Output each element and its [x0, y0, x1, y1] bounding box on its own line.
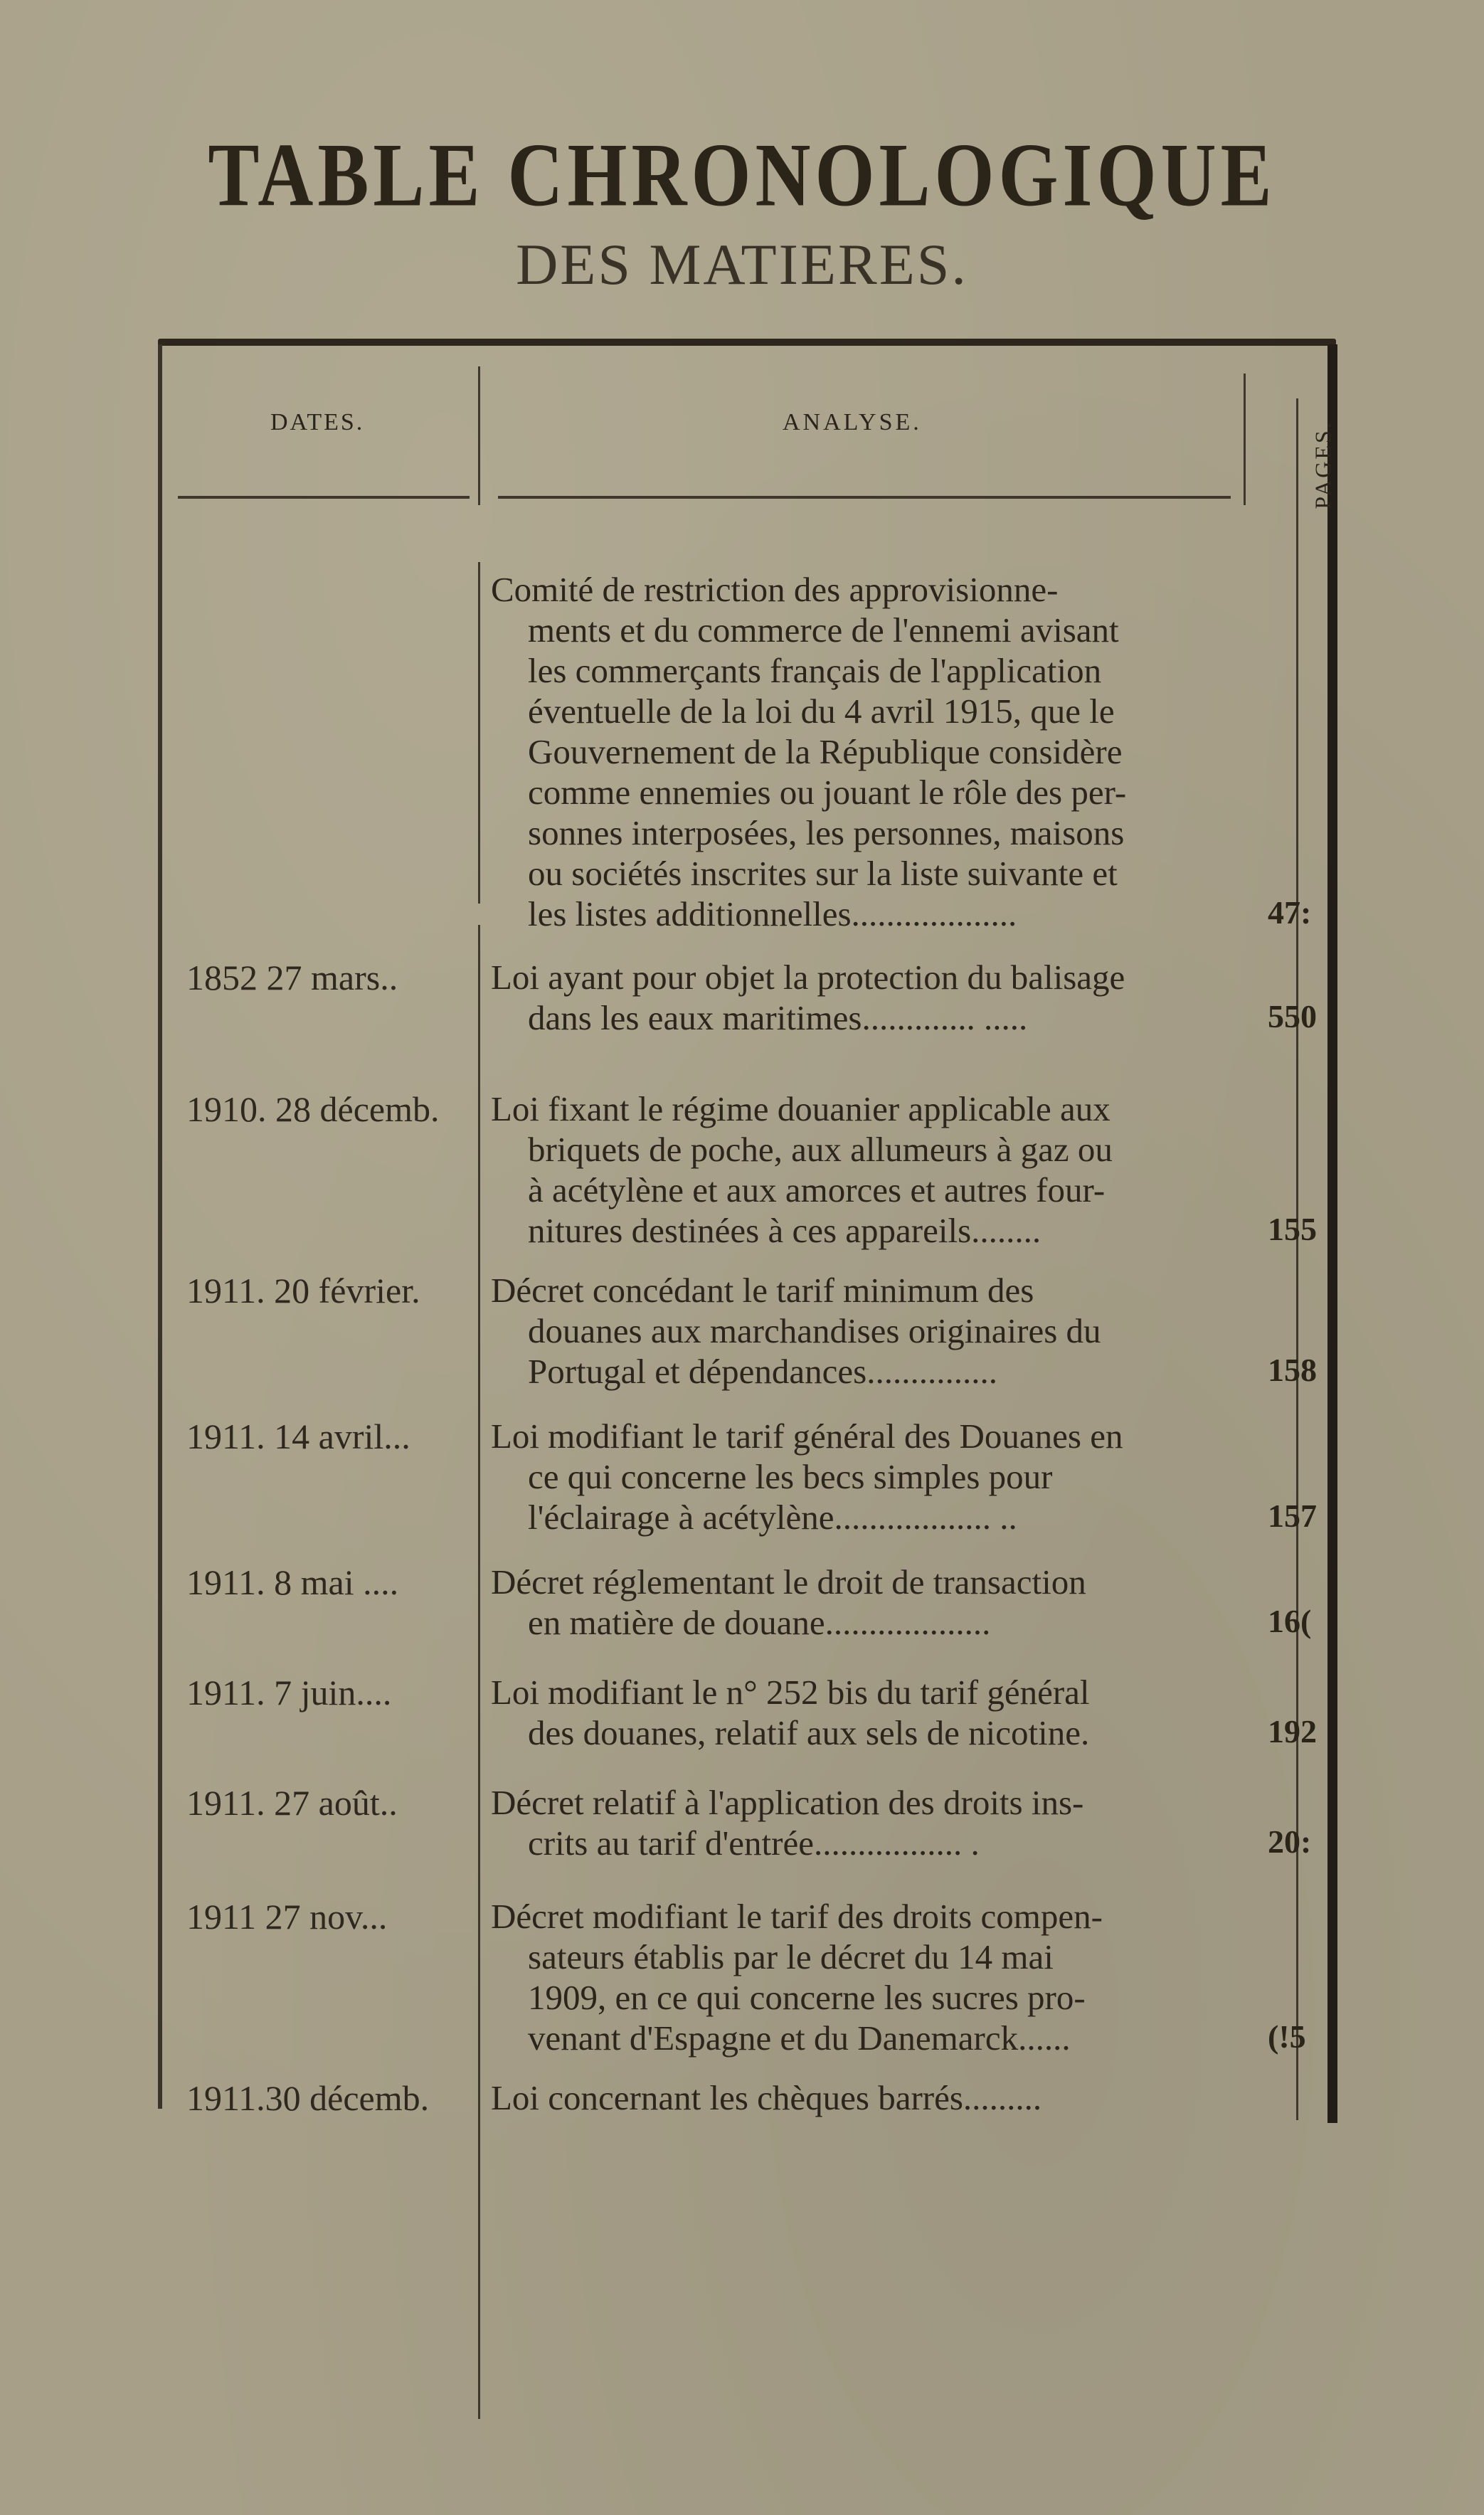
analysis-line: venant d'Espagne et du Danemarck......	[528, 2018, 1071, 2058]
frame-left-border	[158, 344, 162, 2109]
analysis-line: en matière de douane...................	[528, 1603, 991, 1642]
entry-analysis	[491, 2077, 1238, 2118]
analysis-line: Loi modifiant le tarif général des Douanes en	[491, 1417, 1123, 1456]
analysis-line: Décret concédant le tarif minimum des	[491, 1271, 1034, 1310]
analysis-line: l'éclairage à acétylène.................. ..	[528, 1498, 1017, 1537]
entry-page: 16(	[1268, 1603, 1312, 1639]
column-divider	[478, 366, 480, 505]
entry-page: 550	[1268, 998, 1317, 1034]
column-header-dates: DATES.	[270, 409, 365, 435]
entry-analysis	[491, 1672, 1238, 1753]
entry-page: 158	[1268, 1352, 1317, 1388]
entry-analysis	[491, 1416, 1238, 1537]
analysis-line: Portugal et dépendances...............	[528, 1352, 997, 1391]
analysis-line: Loi concernant les chèques barrés.........	[491, 2078, 1042, 2117]
analysis-line: Décret réglementant le droit de transaction	[491, 1562, 1086, 1601]
analysis-line: ou sociétés inscrites sur la liste suivante et	[528, 854, 1118, 893]
entry-date: 1910. 28 décemb.	[186, 1089, 440, 1129]
entry-page: (!5	[1268, 2018, 1306, 2055]
entry-analysis	[491, 1896, 1238, 2058]
analysis-line: Loi fixant le régime douanier applicable aux	[491, 1089, 1111, 1128]
entry-analysis	[491, 1270, 1238, 1392]
analysis-line: ce qui concerne les becs simples pour	[528, 1457, 1053, 1496]
entry-analysis	[491, 1562, 1238, 1643]
analysis-line: Loi modifiant le n° 252 bis du tarif général	[491, 1673, 1090, 1712]
column-divider	[478, 562, 480, 904]
entry-date: 1911. 27 août..	[186, 1783, 398, 1823]
header-rule-dates	[178, 496, 470, 499]
column-divider	[1244, 374, 1246, 505]
analysis-line: à acétylène et aux amorces et autres four-	[528, 1170, 1106, 1209]
analysis-line: sateurs établis par le décret du 14 mai	[528, 1937, 1054, 1976]
header-rule-analyse	[498, 496, 1231, 499]
entry-date: 1911. 20 février.	[186, 1271, 420, 1311]
entry-analysis	[491, 1089, 1238, 1251]
analysis-line: les listes additionnelles...................	[528, 894, 1017, 933]
analysis-line: comme ennemies ou jouant le rôle des per-	[528, 773, 1127, 812]
analysis-line: briquets de poche, aux allumeurs à gaz ou	[528, 1130, 1113, 1169]
pages-column-divider	[1296, 398, 1298, 2120]
analysis-line: éventuelle de la loi du 4 avril 1915, que le	[528, 692, 1115, 731]
analysis-line: douanes aux marchandises originaires du	[528, 1311, 1101, 1350]
analysis-line: Décret relatif à l'application des droits ins-	[491, 1783, 1084, 1822]
analysis-line: sonnes interposées, les personnes, maisons	[528, 813, 1125, 852]
analysis-line: Comité de restriction des approvisionne-	[491, 570, 1059, 609]
analysis-line: crits au tarif d'entrée................. .	[528, 1823, 980, 1863]
entry-date: 1911. 7 juin....	[186, 1673, 392, 1712]
analysis-line: ments et du commerce de l'ennemi avisant	[528, 610, 1119, 650]
entry-analysis	[491, 957, 1238, 1038]
entry-date: 1911 27 nov...	[186, 1897, 388, 1937]
entry-date: 1852 27 mars..	[186, 958, 398, 997]
analysis-line: les commerçants français de l'application	[528, 651, 1102, 690]
analysis-line: Loi ayant pour objet la protection du balisage	[491, 958, 1125, 997]
entry-date: 1911. 8 mai ....	[186, 1562, 399, 1602]
entry-analysis	[491, 569, 1238, 934]
entry-page: 20:	[1268, 1823, 1312, 1860]
analysis-line: dans les eaux maritimes............. .....	[528, 998, 1028, 1037]
column-header-pages: PAGES.	[1310, 420, 1336, 509]
analysis-line: Décret modifiant le tarif des droits compen-	[491, 1897, 1103, 1936]
column-divider	[478, 925, 480, 2419]
page-subtitle: DES MATIERES.	[516, 232, 968, 297]
entry-page: 47:	[1268, 894, 1312, 931]
entry-analysis	[491, 1782, 1238, 1863]
entry-date: 1911.30 décemb.	[186, 2078, 430, 2118]
entry-date: 1911. 14 avril...	[186, 1417, 410, 1456]
entry-page: 155	[1268, 1211, 1317, 1247]
top-rule	[158, 339, 1336, 346]
analysis-line: Gouvernement de la République considère	[528, 732, 1123, 771]
entry-page: 157	[1268, 1498, 1317, 1534]
analysis-line: des douanes, relatif aux sels de nicotine.	[528, 1713, 1090, 1752]
column-header-analyse: ANALYSE.	[783, 409, 922, 435]
page-title: TABLE CHRONOLOGIQUE	[208, 125, 1276, 226]
analysis-line: 1909, en ce qui concerne les sucres pro-	[528, 1978, 1086, 2017]
frame-right-border	[1327, 344, 1337, 2123]
entry-page: 192	[1268, 1713, 1317, 1749]
analysis-line: nitures destinées à ces appareils........	[528, 1211, 1042, 1250]
